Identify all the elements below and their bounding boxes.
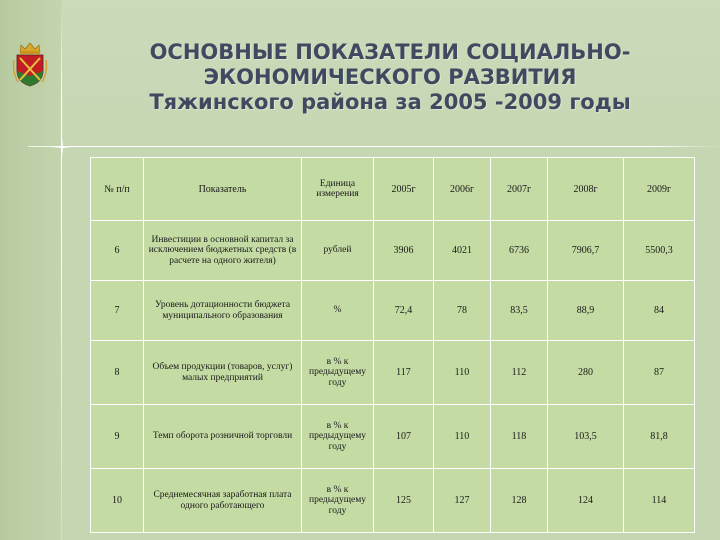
row-num: 8 [91,341,144,405]
row-value-2008: 124 [548,469,624,533]
row-value-2007: 128 [491,469,548,533]
row-unit: в % к предыдущему году [302,469,374,533]
table-row [91,281,695,341]
row-value-2008: 7906,7 [548,221,624,281]
row-value-2008: 88,9 [548,281,624,341]
row-unit: в % к предыдущему году [302,405,374,469]
horizontal-divider [28,146,720,147]
row-num: 9 [91,405,144,469]
row-unit: в % к предыдущему году [302,341,374,405]
row-value-2006: 110 [434,341,491,405]
row-value-2009: 5500,3 [624,221,695,281]
row-unit: рублей [302,221,374,281]
header-cell-num: № п/п [91,158,144,221]
sparkle-icon [52,137,72,157]
table-row [91,341,695,405]
row-value-2006: 4021 [434,221,491,281]
row-value-2007: 83,5 [491,281,548,341]
row-value-2009: 87 [624,341,695,405]
table-row [91,405,695,469]
header-cell-2005: 2005г [374,158,434,221]
row-value-2005: 117 [374,341,434,405]
title-line-2: ЭКОНОМИЧЕСКОГО РАЗВИТИЯ [203,65,577,89]
indicators-table [90,157,695,533]
row-value-2008: 280 [548,341,624,405]
row-indicator: Уровень дотационности бюджета муниципального образования [144,281,302,341]
row-num: 7 [91,281,144,341]
row-value-2008: 103,5 [548,405,624,469]
row-indicator: Объем продукции (товаров, услуг) малых предприятий [144,341,302,405]
row-num: 6 [91,221,144,281]
row-value-2007: 112 [491,341,548,405]
row-unit: % [302,281,374,341]
row-value-2006: 78 [434,281,491,341]
row-value-2009: 114 [624,469,695,533]
row-value-2005: 125 [374,469,434,533]
row-indicator: Темп оборота розничной торговли [144,405,302,469]
page-title [80,40,700,115]
table-row [91,221,695,281]
vertical-divider [61,0,62,540]
row-num: 10 [91,469,144,533]
row-value-2005: 107 [374,405,434,469]
indicators-table-container [90,157,694,537]
row-value-2006: 110 [434,405,491,469]
title-line-1: ОСНОВНЫЕ ПОКАЗАТЕЛИ СОЦИАЛЬНО- [149,40,631,64]
header-cell-2008: 2008г [548,158,624,221]
row-value-2009: 81,8 [624,405,695,469]
header-cell-indicator: Показатель [144,158,302,221]
header-cell-2009: 2009г [624,158,695,221]
row-value-2007: 118 [491,405,548,469]
header-cell-2007: 2007г [491,158,548,221]
row-value-2005: 72,4 [374,281,434,341]
coat-of-arms-icon [12,40,48,88]
row-value-2005: 3906 [374,221,434,281]
table-header-row [91,158,695,221]
header-cell-unit: Единица измерения [302,158,374,221]
row-indicator: Инвестиции в основной капитал за исключением бюджетных средств (в расчете на одного жителя) [144,221,302,281]
table-row [91,469,695,533]
title-line-3: Тяжинского района за 2005 -2009 годы [149,90,631,114]
row-value-2007: 6736 [491,221,548,281]
header-cell-2006: 2006г [434,158,491,221]
row-indicator: Среднемесячная заработная плата одного работающего [144,469,302,533]
row-value-2009: 84 [624,281,695,341]
row-value-2006: 127 [434,469,491,533]
